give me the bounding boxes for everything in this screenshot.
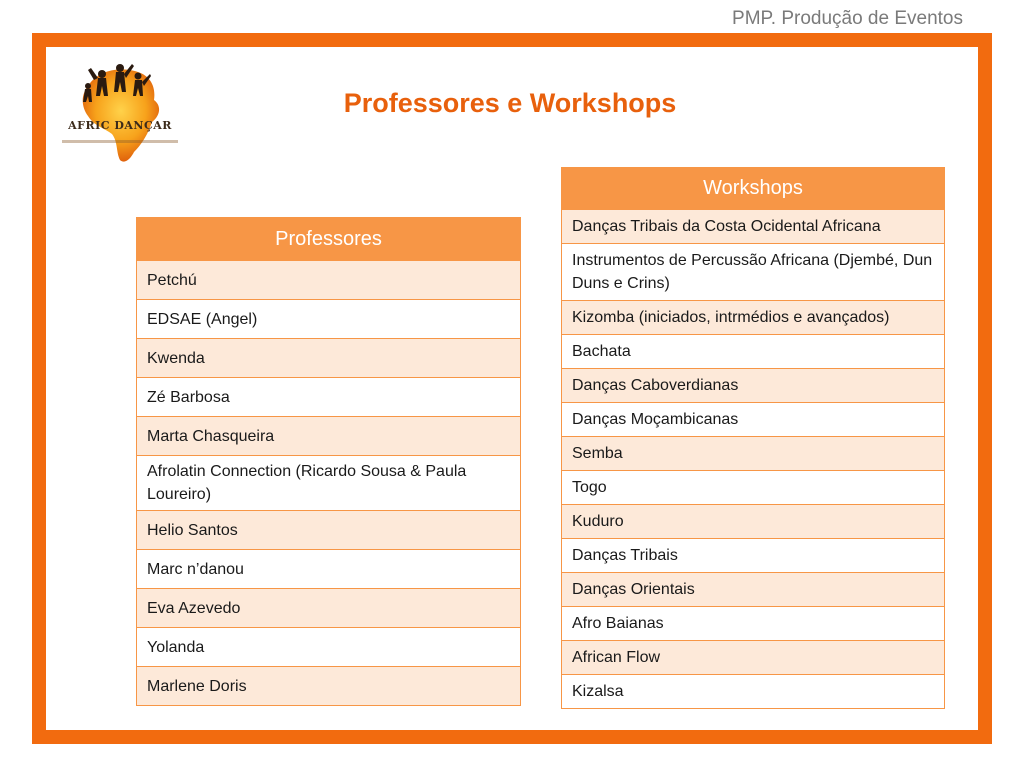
table-row <box>562 301 945 335</box>
professor-cell: Marta Chasqueira <box>137 417 521 456</box>
table-row <box>562 573 945 607</box>
header-text: PMP. Produção de Eventos <box>732 8 963 29</box>
workshop-cell: Danças Tribais <box>562 539 945 573</box>
workshops-table <box>561 167 945 709</box>
workshop-cell: Kizomba (iniciados, intrmédios e avançados) <box>562 301 945 335</box>
professor-cell: Marc n’danou <box>137 550 521 589</box>
table-row <box>562 641 945 675</box>
professor-cell: Kwenda <box>137 339 521 378</box>
table-row <box>137 628 521 667</box>
table-row <box>562 471 945 505</box>
professors-table <box>136 217 521 706</box>
workshop-cell: Bachata <box>562 335 945 369</box>
table-row <box>562 607 945 641</box>
workshop-cell: African Flow <box>562 641 945 675</box>
workshop-cell: Instrumentos de Percussão Africana (Djembé, Dun Duns e Crins) <box>562 244 945 301</box>
table-row <box>137 550 521 589</box>
table-row <box>562 505 945 539</box>
professor-cell: Afrolatin Connection (Ricardo Sousa & Paula Loureiro) <box>137 456 521 511</box>
table-row <box>137 667 521 706</box>
professors-header: Professores <box>137 218 521 261</box>
professor-cell: Petchú <box>137 261 521 300</box>
professor-cell: Helio Santos <box>137 511 521 550</box>
workshop-cell: Danças Moçambicanas <box>562 403 945 437</box>
table-row <box>562 675 945 709</box>
workshop-cell: Danças Caboverdianas <box>562 369 945 403</box>
table-row <box>137 589 521 628</box>
table-row <box>562 369 945 403</box>
workshop-cell: Togo <box>562 471 945 505</box>
africa-map-icon <box>58 56 182 168</box>
page-title: Professores e Workshops <box>343 88 677 118</box>
workshop-cell: Danças Orientais <box>562 573 945 607</box>
professor-cell: Eva Azevedo <box>137 589 521 628</box>
table-row <box>137 456 521 511</box>
table-row <box>562 210 945 244</box>
table-row <box>562 539 945 573</box>
workshop-cell: Afro Baianas <box>562 607 945 641</box>
professor-cell: Yolanda <box>137 628 521 667</box>
workshop-cell: Kuduro <box>562 505 945 539</box>
professor-cell: EDSAE (Angel) <box>137 300 521 339</box>
workshops-header: Workshops <box>562 168 945 210</box>
workshop-cell: Semba <box>562 437 945 471</box>
africa-dancar-logo <box>58 56 182 168</box>
table-row <box>562 437 945 471</box>
workshop-cell: Kizalsa <box>562 675 945 709</box>
table-row <box>137 378 521 417</box>
table-row <box>562 335 945 369</box>
table-row <box>562 403 945 437</box>
table-row <box>137 511 521 550</box>
table-row <box>137 339 521 378</box>
table-row <box>562 244 945 301</box>
professor-cell: Zé Barbosa <box>137 378 521 417</box>
workshop-cell: Danças Tribais da Costa Ocidental Africana <box>562 210 945 244</box>
table-row <box>137 417 521 456</box>
table-row <box>137 300 521 339</box>
professor-cell: Marlene Doris <box>137 667 521 706</box>
logo-text: AFRIC DANÇAR <box>68 119 172 132</box>
table-row <box>137 261 521 300</box>
